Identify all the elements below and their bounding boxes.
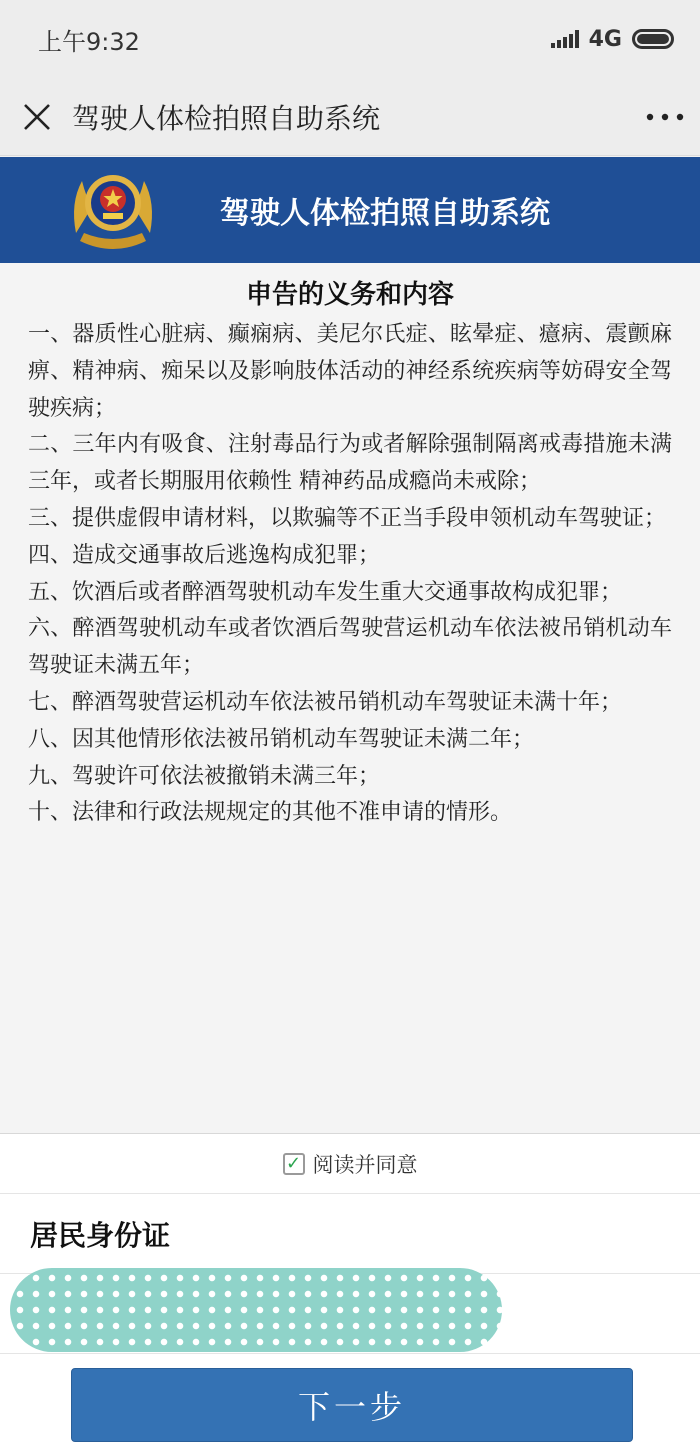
declaration-heading: 申告的义务和内容 — [245, 280, 454, 310]
list-item: 三、提供虚假申请材料，以欺骗等不正当手段申领机动车驾驶证； — [28, 505, 667, 531]
next-step-button[interactable]: 下一步 — [71, 1368, 633, 1442]
more-icon[interactable] — [630, 78, 700, 156]
nav-title: 驾驶人体检拍照自助系统 — [72, 101, 381, 135]
list-item: 八、因其他情形依法被吊销机动车驾驶证未满二年； — [28, 726, 535, 752]
close-icon-glyph — [22, 102, 52, 132]
declaration-list — [28, 317, 672, 832]
id-number-field[interactable] — [0, 1274, 700, 1354]
list-item: 二、三年内有吸食、注射毒品行为或者解除强制隔离戒毒措施未满三年，或者长期服用依赖性 精神药品成瘾尚未戒除； — [28, 432, 672, 495]
agree-label: 阅读并同意 — [312, 1152, 418, 1177]
agree-checkbox[interactable]: ✓ — [283, 1153, 305, 1175]
list-item: 十、法律和行政法规规定的其他不准申请的情形。 — [28, 800, 513, 826]
header-banner — [0, 157, 700, 263]
declaration-content — [0, 263, 700, 1133]
list-item: 九、驾驶许可依法被撤销未满三年； — [28, 763, 381, 789]
network-type: 4G — [588, 26, 622, 52]
battery-icon — [632, 29, 674, 49]
agree-row[interactable] — [0, 1134, 700, 1194]
close-icon[interactable] — [2, 78, 72, 156]
banner-title: 驾驶人体检拍照自助系统 — [220, 196, 550, 231]
id-type-row — [0, 1194, 700, 1274]
signal-icon — [551, 30, 579, 48]
id-type-label: 居民身份证 — [30, 1218, 171, 1252]
list-item: 六、醉酒驾驶机动车或者饮酒后驾驶营运机动车依法被吊销机动车驾驶证未满五年； — [28, 616, 672, 679]
list-item: 一、器质性心脏病、癫痫病、美尼尔氏症、眩晕症、癔病、震颤麻痹、精神病、痴呆以及影响肢体活动的神经系统疾病等妨碍安全驾驶疾病； — [28, 322, 672, 421]
nav-bar — [0, 78, 700, 156]
more-icon-glyph — [645, 112, 685, 122]
status-indicators — [551, 27, 674, 52]
list-item: 四、造成交通事故后逃逸构成犯罪； — [28, 542, 381, 568]
form-footer — [0, 1133, 700, 1456]
redacted-id-number — [10, 1268, 502, 1352]
list-item: 五、饮酒后或者醉酒驾驶机动车发生重大交通事故构成犯罪； — [28, 579, 623, 605]
list-item: 七、醉酒驾驶营运机动车依法被吊销机动车驾驶证未满十年； — [28, 689, 623, 715]
status-bar — [0, 0, 700, 78]
status-time: 上午9:32 — [38, 27, 140, 56]
